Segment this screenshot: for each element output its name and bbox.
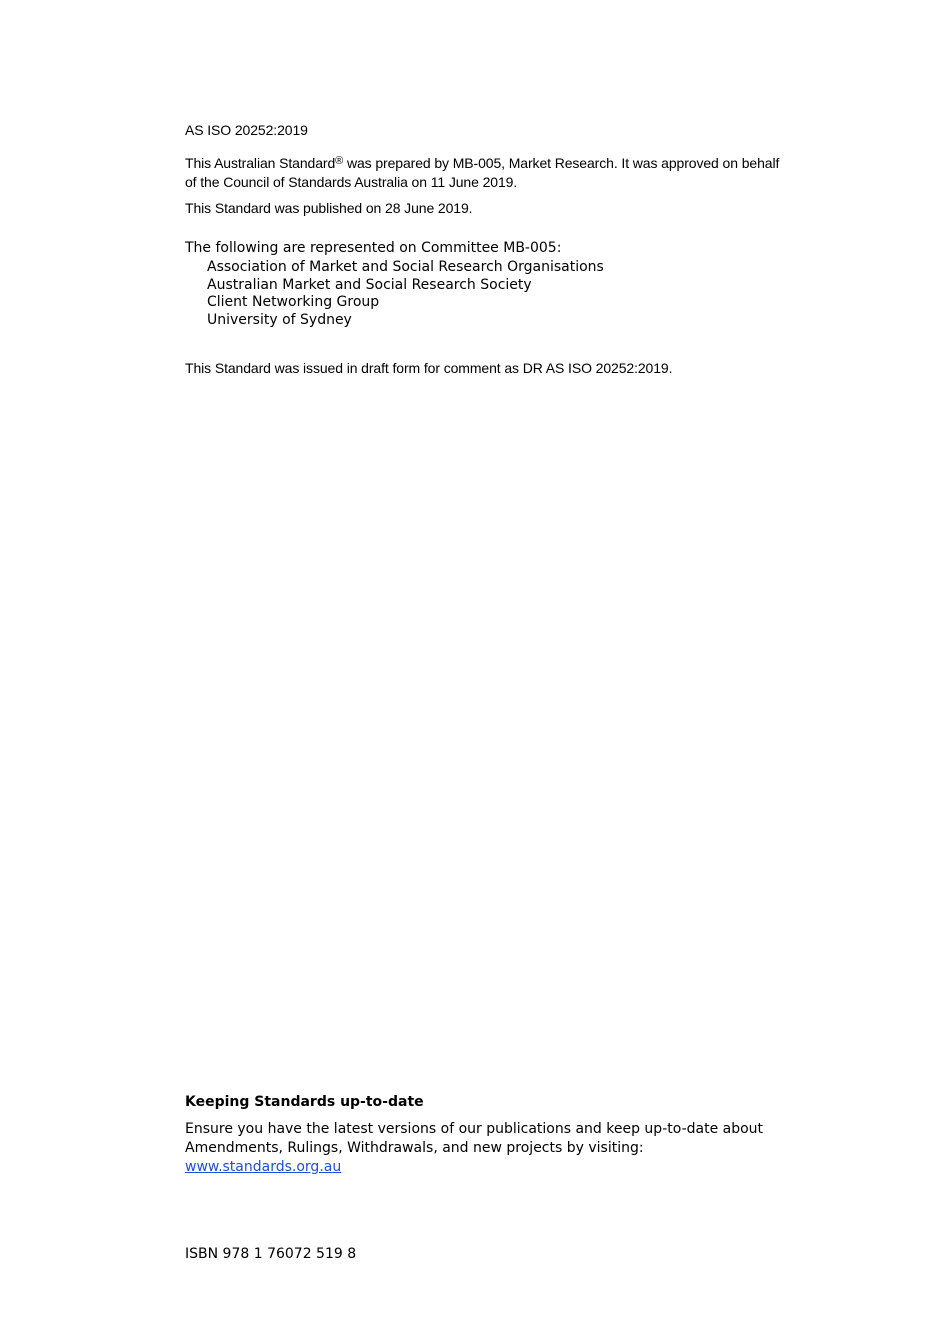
standards-website-link[interactable]: www.standards.org.au (185, 1159, 342, 1175)
committee-member: Client Networking Group (207, 294, 380, 310)
isbn-number: ISBN 978 1 76072 519 8 (185, 1246, 357, 1262)
preparation-text-start: This Australian Standard (185, 155, 336, 171)
registered-trademark-mark: ® (335, 155, 344, 167)
keeping-standards-text: Ensure you have the latest versions of our publications and keep up-to-date about Amendments, Rulings, Withdrawals, and new projects by visiting: (185, 1121, 764, 1156)
keeping-standards-heading: Keeping Standards up-to-date (185, 1094, 424, 1110)
document-code: AS ISO 20252:2019 (185, 122, 308, 138)
committee-member-list (207, 259, 604, 329)
publication-date-statement: This Standard was published on 28 June 2019. (185, 200, 473, 216)
preparation-text-end: was prepared by MB-005, Market Research. It was approved on behalf of the Council of Standards Australia on 11 June 2019. (185, 155, 780, 190)
committee-member: Association of Market and Social Research Organisations (207, 259, 604, 275)
draft-note: This Standard was issued in draft form for comment as DR AS ISO 20252:2019. (185, 360, 673, 376)
committee-member: Australian Market and Social Research Society (207, 276, 532, 293)
keeping-standards-body (185, 1120, 785, 1177)
preparation-statement (185, 154, 785, 192)
committee-member: University of Sydney (207, 311, 352, 328)
committee-intro: The following are represented on Committee MB-005: (185, 240, 562, 256)
